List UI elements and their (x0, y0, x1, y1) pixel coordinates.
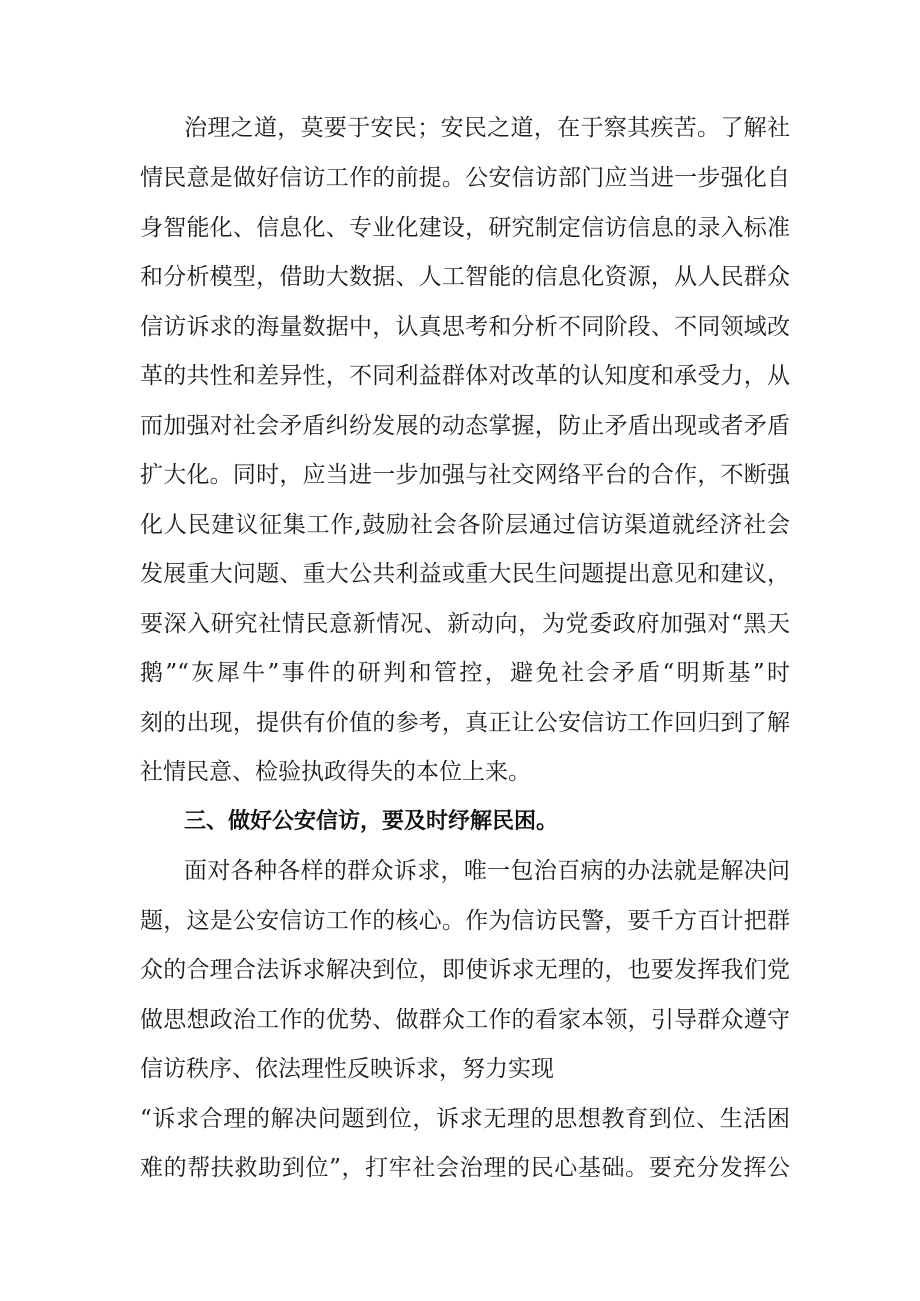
paragraph1-line-6: 革的共性和差异性，不同利益群体对改革的认知度和承受力，从 (140, 363, 790, 389)
paragraph2-line-5: 信访秩序、依法理性反映诉求，努力实现 (140, 1056, 554, 1082)
paragraph1-line-8: 扩大化。同时，应当进一步加强与社交网络平台的合作，不断强 (140, 462, 790, 488)
paragraph1-line-11: 要深入研究社情民意新情况、新动向，为党委政府加强对“黑天 (140, 611, 790, 637)
paragraph1-line-7: 而加强对社会矛盾纠纷发展的动态掌握，防止矛盾出现或者矛盾 (140, 413, 790, 439)
paragraph2-line-1: 面对各种各样的群众诉求，唯一包治百病的办法就是解决问 (184, 858, 790, 884)
paragraph1-line-2: 情民意是做好信访工作的前提。公安信访部门应当进一步强化自 (140, 165, 790, 191)
section-heading: 三、做好公安信访，要及时纾解民困。 (184, 809, 559, 834)
paragraph1-line-12: 鹅”“灰犀牛”事件的研判和管控，避免社会矛盾“明斯基”时 (140, 660, 790, 686)
paragraph1-line-4: 和分析模型，借助大数据、人工智能的信息化资源，从人民群众 (140, 264, 790, 290)
paragraph1-line-13: 刻的出现，提供有价值的参考，真正让公安信访工作回归到了解 (140, 710, 790, 736)
paragraph1-line-10: 发展重大问题、重大公共利益或重大民生问题提出意见和建议， (140, 561, 790, 587)
paragraph2-line-6: “诉求合理的解决问题到位，诉求无理的思想教育到位、生活困 (140, 1106, 790, 1132)
paragraph1-line-3: 身智能化、信息化、专业化建设，研究制定信访信息的录入标准 (140, 215, 790, 241)
paragraph2-line-7: 难的帮扶救助到位”，打牢社会治理的民心基础。要充分发挥公 (140, 1155, 790, 1181)
paragraph1-line-9: 化人民建议征集工作,鼓励社会各阶层通过信访渠道就经济社会 (140, 512, 790, 538)
paragraph2-line-2: 题，这是公安信访工作的核心。作为信访民警，要千方百计把群 (140, 908, 790, 934)
paragraph1-line-14: 社情民意、检验执政得失的本位上来。 (140, 759, 531, 785)
paragraph1-line-1: 治理之道，莫要于安民；安民之道，在于察其疾苦。了解社 (184, 115, 790, 141)
paragraph2-line-3: 众的合理合法诉求解决到位，即使诉求无理的，也要发挥我们党 (140, 957, 790, 983)
paragraph2-line-4: 做思想政治工作的优势、做群众工作的看家本领，引导群众遵守 (140, 1007, 790, 1033)
paragraph1-line-5: 信访诉求的海量数据中，认真思考和分析不同阶段、不同领域改 (140, 314, 790, 340)
